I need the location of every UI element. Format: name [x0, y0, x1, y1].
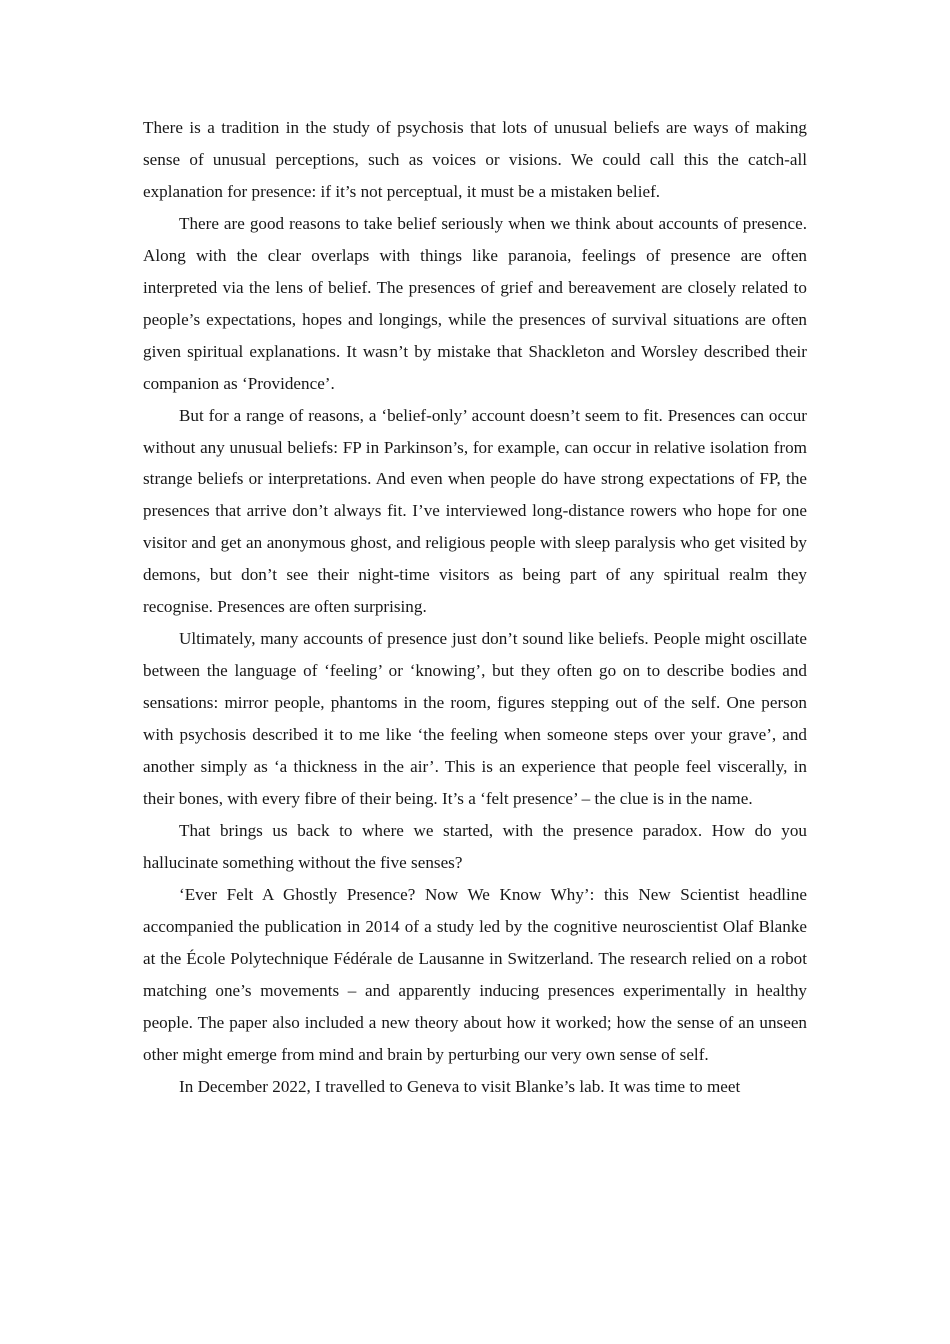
paragraph-presence-paradox: That brings us back to where we started, with the presence paradox. How do you hallucinate something without the five senses?: [143, 820, 807, 872]
paragraph-not-sound-like-beliefs: Ultimately, many accounts of presence just don’t sound like beliefs. People might oscillate between the language of ‘feeling’ or ‘knowing’, but they often go on to describe bodies and sensations: mirror people, phantoms in the room, figures stepping out of the self. One person with psychosis described it to me like ‘the feeling when someone steps over your grave’, and another simply as ‘a thickness in the air’. This is an experience that people feel viscerally, in their bones, with every fibre of their being. It’s a ‘felt presence’ – the clue is in the name.: [143, 629, 807, 809]
paragraph-belief-only-account: But for a range of reasons, a ‘belief-only’ account doesn’t seem to fit. Presences can occur without any unusual beliefs: FP in Parkinson’s, for example, can occur in relative isolation from strange beliefs or interpretations. And even when people do have strong expectations of FP, the presences that arrive don’t always fit. I’ve interviewed long-distance rowers who hope for one visitor and get an anonymous ghost, and religious people with sleep paralysis who get visited by demons, but don’t see their night-time visitors as being part of any spiritual realm they recognise. Presences are often surprising.: [143, 405, 807, 617]
paragraph-tradition-psychosis: There is a tradition in the study of psychosis that lots of unusual beliefs are ways of making sense of unusual perceptions, such as voices or visions. We could call this the catch-all explanation for presence: if it’s not perceptual, it must be a mistaken belief.: [143, 118, 807, 201]
body-text-column: [143, 112, 807, 1103]
paragraph-new-scientist-headline: ‘Ever Felt A Ghostly Presence? Now We Know Why’: this New Scientist headline accompanied the publication in 2014 of a study led by the cognitive neuroscientist Olaf Blanke at the École Polytechnique Fédérale de Lausanne in Switzerland. The research relied on a robot matching one’s movements – and apparently inducing presences experimentally in healthy people. The paper also included a new theory about how it worked; how the sense of an unseen other might emerge from mind and brain by perturbing our very own sense of self.: [143, 884, 807, 1064]
paragraph-belief-seriously: There are good reasons to take belief seriously when we think about accounts of presence. Along with the clear overlaps with things like paranoia, feelings of presence are often interpreted via the lens of belief. The presences of grief and bereavement are closely related to people’s expectations, hopes and longings, while the presences of survival situations are often given spiritual explanations. It wasn’t by mistake that Shackleton and Worsley described their companion as ‘Providence’.: [143, 213, 807, 393]
paragraph-geneva-visit: In December 2022, I travelled to Geneva to visit Blanke’s lab. It was time to meet: [179, 1076, 741, 1096]
